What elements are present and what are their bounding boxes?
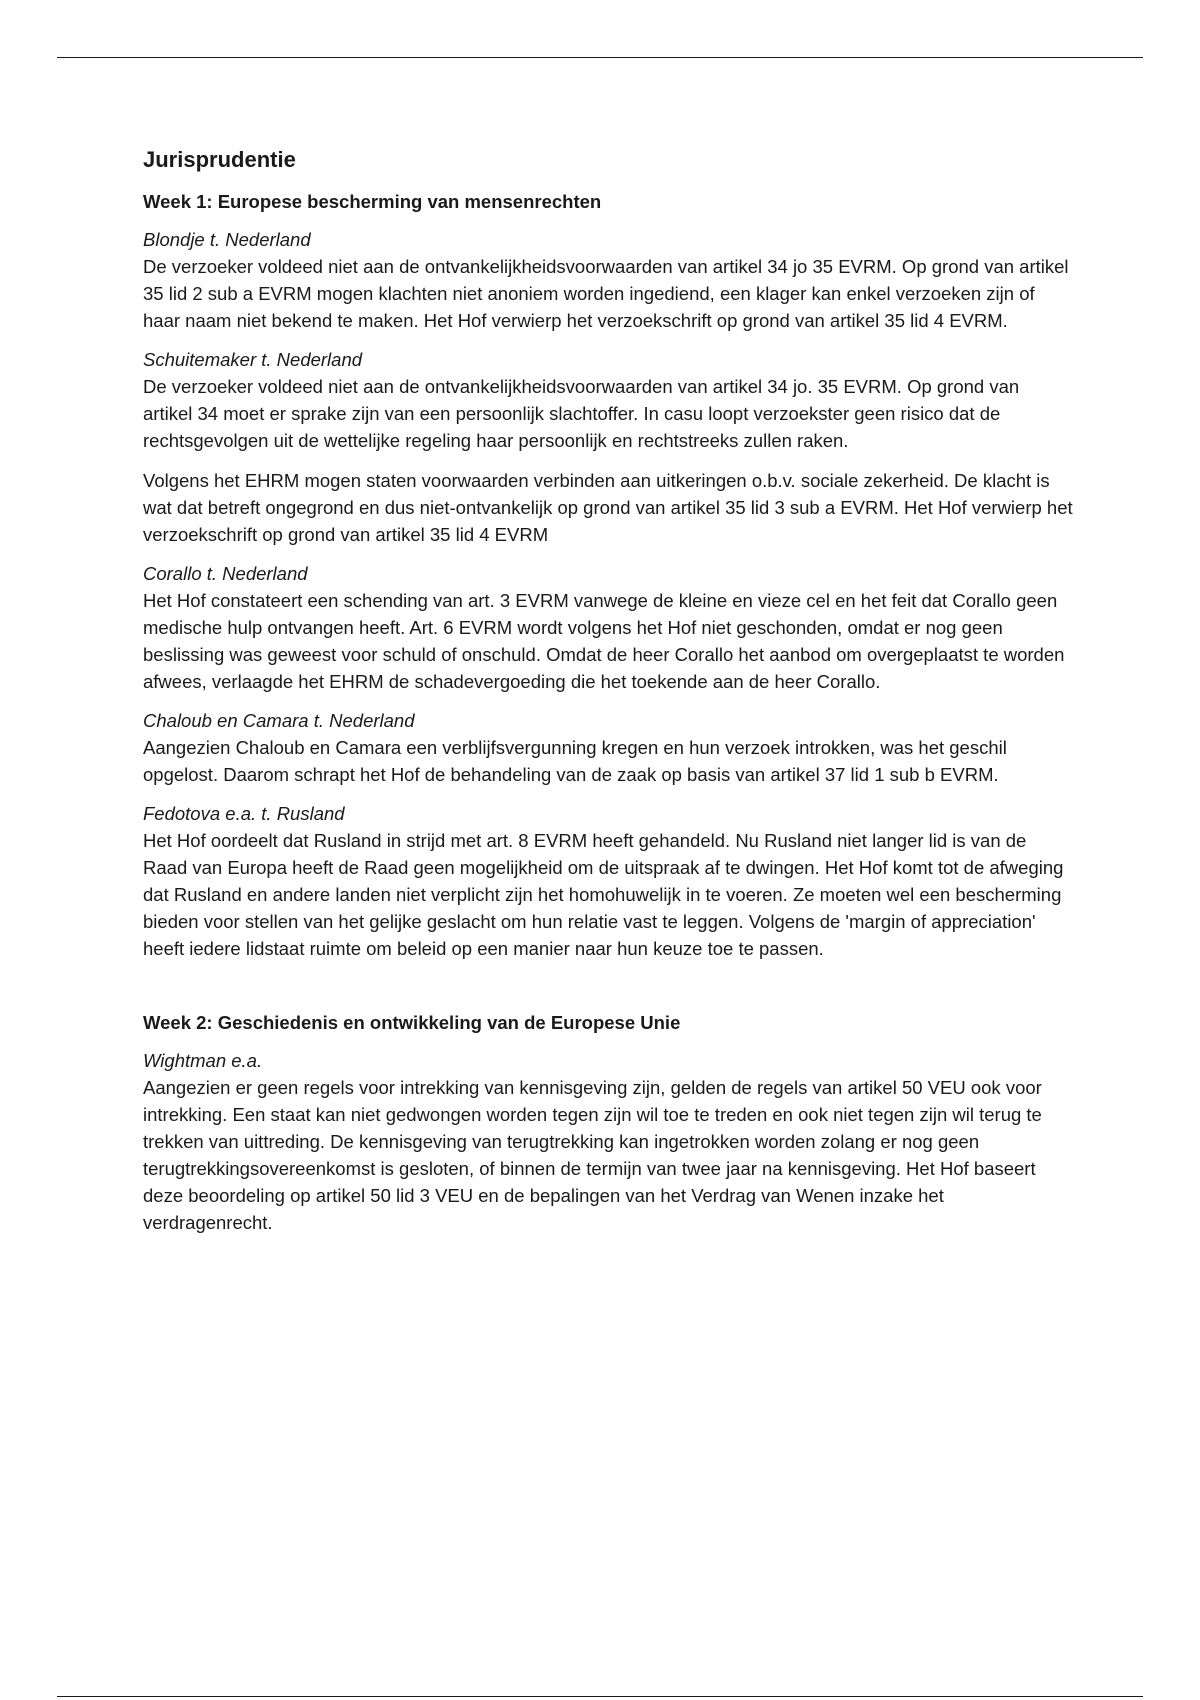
week-heading: Week 2: Geschiedenis en ontwikkeling van de Europese Unie <box>143 1012 681 1033</box>
case-paragraph: De verzoeker voldeed niet aan de ontvankelijkheidsvoorwaarden van artikel 34 jo. 35 EVRM. Op grond van artikel 34 moet er sprake zijn van een persoonlijk slachtoffer. In casu loopt verzoekster geen risico dat de rechtsgevolgen uit de wettelijke regeling haar persoonlijk en rechtstreeks zullen raken. <box>143 376 1020 451</box>
case-name: Chaloub en Camara t. Nederland <box>143 710 415 731</box>
footer-rule <box>57 1696 1143 1697</box>
case-paragraph: De verzoeker voldeed niet aan de ontvankelijkheidsvoorwaarden van artikel 34 jo 35 EVRM. Op grond van artikel 35 lid 2 sub a EVRM mogen klachten niet anoniem worden ingediend, een klager kan enkel verzoeken zijn of haar naam niet bekend te maken. Het Hof verwierp het verzoekschrift op grond van artikel 35 lid 4 EVRM. <box>143 256 1069 331</box>
case-schuitemaker <box>143 347 1073 548</box>
case-name: Schuitemaker t. Nederland <box>143 349 363 370</box>
case-wightman <box>143 1048 1073 1236</box>
document-title: Jurisprudentie <box>143 147 296 172</box>
case-name: Blondje t. Nederland <box>143 229 311 250</box>
case-blondje <box>143 227 1073 334</box>
week-2-section <box>143 1010 1073 1236</box>
week-heading: Week 1: Europese bescherming van mensenrechten <box>143 191 602 212</box>
case-name: Corallo t. Nederland <box>143 563 308 584</box>
header-rule <box>57 57 1143 58</box>
week-1-section <box>143 189 1073 962</box>
case-name: Fedotova e.a. t. Rusland <box>143 803 345 824</box>
document-body <box>143 145 1073 1249</box>
case-paragraph: Volgens het EHRM mogen staten voorwaarden verbinden aan uitkeringen o.b.v. sociale zekerheid. De klacht is wat dat betreft ongegrond en dus niet-ontvankelijk op grond van artikel 35 lid 3 sub a EVRM. Het Hof verwierp het verzoekschrift op grond van artikel 35 lid 4 EVRM <box>143 470 1073 545</box>
case-name: Wightman e.a. <box>143 1050 263 1071</box>
case-chaloub-camara <box>143 708 1073 788</box>
case-corallo <box>143 561 1073 695</box>
case-paragraph: Het Hof constateert een schending van art. 3 EVRM vanwege de kleine en vieze cel en het feit dat Corallo geen medische hulp ontvangen heeft. Art. 6 EVRM wordt volgens het Hof niet geschonden, omdat er nog geen beslissing was geweest voor schuld of onschuld. Omdat de heer Corallo het aanbod om overgeplaatst te worden afwees, verlaagde het EHRM de schadevergoeding die het toekende aan de heer Corallo. <box>143 590 1065 692</box>
case-fedotova <box>143 801 1073 962</box>
case-paragraph: Het Hof oordeelt dat Rusland in strijd met art. 8 EVRM heeft gehandeld. Nu Rusland niet langer lid is van de Raad van Europa heeft de Raad geen mogelijkheid om de uitspraak af te dwingen. Het Hof komt tot de afweging dat Rusland en andere landen niet verplicht zijn het homohuwelijk in te voeren. Ze moeten wel een bescherming bieden voor stellen van het gelijke geslacht om hun relatie vast te leggen. Volgens de 'margin of appreciation' heeft iedere lidstaat ruimte om beleid op een manier naar hun keuze toe te passen. <box>143 830 1064 959</box>
case-paragraph: Aangezien Chaloub en Camara een verblijfsvergunning kregen en hun verzoek introkken, was het geschil opgelost. Daarom schrapt het Hof de behandeling van de zaak op basis van artikel 37 lid 1 sub b EVRM. <box>143 737 1007 785</box>
case-paragraph: Aangezien er geen regels voor intrekking van kennisgeving zijn, gelden de regels van artikel 50 VEU ook voor intrekking. Een staat kan niet gedwongen worden tegen zijn wil toe te treden en ook niet tegen zijn wil terug te trekken van uittreding. De kennisgeving van terugtrekking kan ingetrokken worden zolang er nog geen terugtrekkingsovereenkomst is gesloten, of binnen de termijn van twee jaar na kennisgeving. Het Hof baseert deze beoordeling op artikel 50 lid 3 VEU en de bepalingen van het Verdrag van Wenen inzake het verdragenrecht. <box>143 1077 1042 1233</box>
